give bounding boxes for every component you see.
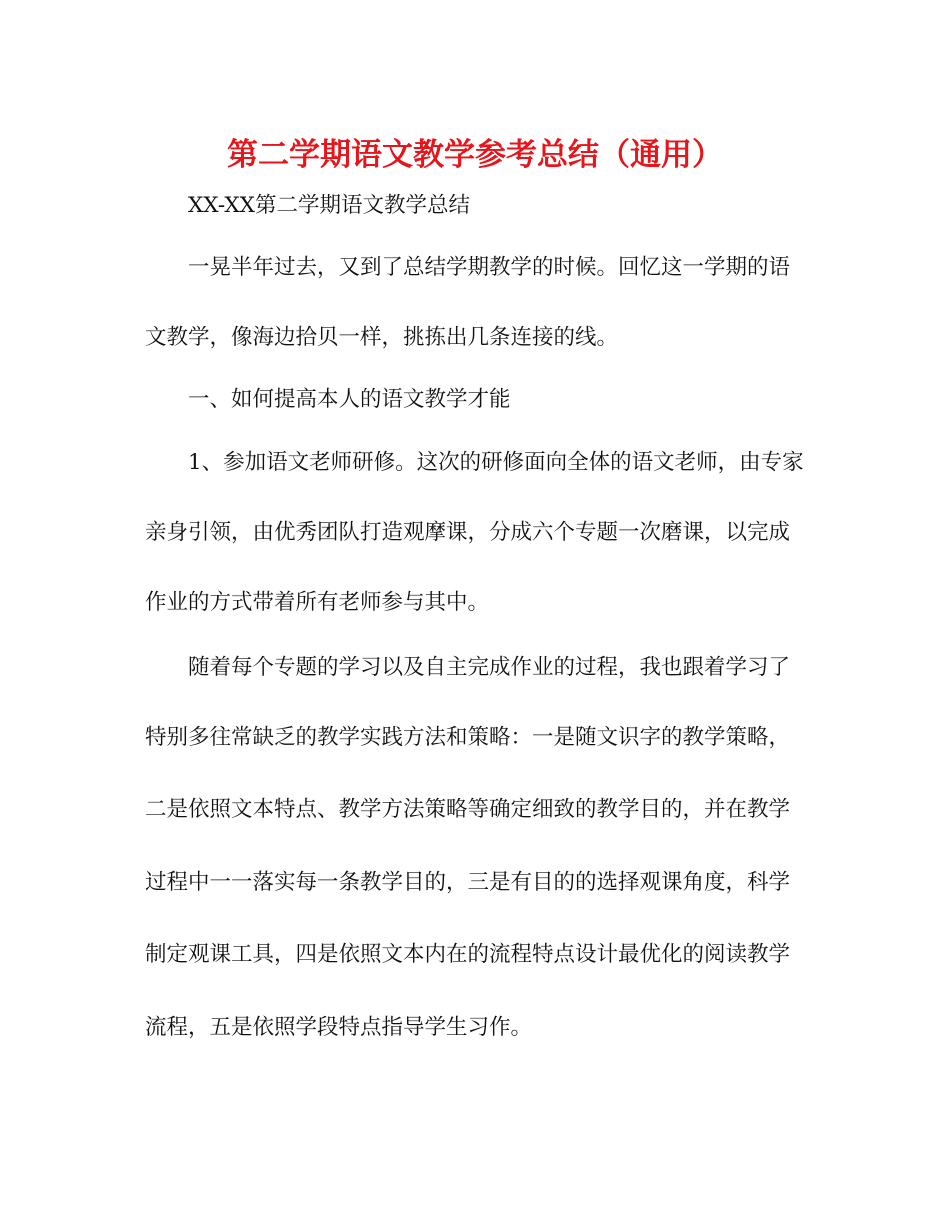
document-title: 第二学期语文教学参考总结（通用）	[227, 137, 723, 173]
paragraph-line: 随着每个专题的学习以及自主完成作业的过程，我也跟着学习了	[188, 655, 791, 680]
paragraph-line: 作业的方式带着所有老师参与其中。	[145, 590, 490, 615]
paragraph-line: 亲身引领，由优秀团队打造观摩课，分成六个专题一次磨课，以完成	[145, 520, 791, 545]
section-heading: 一、如何提高本人的语文教学才能	[188, 387, 511, 412]
paragraph-line: 特别多往常缺乏的教学实践方法和策略：一是随文识字的教学策略，	[145, 725, 791, 750]
paragraph-line: 制定观课工具，四是依照文本内在的流程特点设计最优化的阅读教学	[145, 942, 791, 967]
subtitle-line: XX-XX第二学期语文教学总结	[188, 193, 470, 218]
paragraph-line: 过程中一一落实每一条教学目的，三是有目的的选择观课角度，科学	[145, 870, 791, 895]
paragraph-line: 文教学，像海边拾贝一样，挑拣出几条连接的线。	[145, 325, 619, 350]
paragraph-line: 二是依照文本特点、教学方法策略等确定细致的教学目的，并在教学	[145, 797, 791, 822]
paragraph-line: 一晃半年过去，又到了总结学期教学的时候。回忆这一学期的语	[188, 255, 791, 280]
paragraph-line: 流程，五是依照学段特点指导学生习作。	[145, 1015, 533, 1040]
paragraph-line: 1、参加语文老师研修。这次的研修面向全体的语文老师，由专家	[188, 450, 804, 475]
